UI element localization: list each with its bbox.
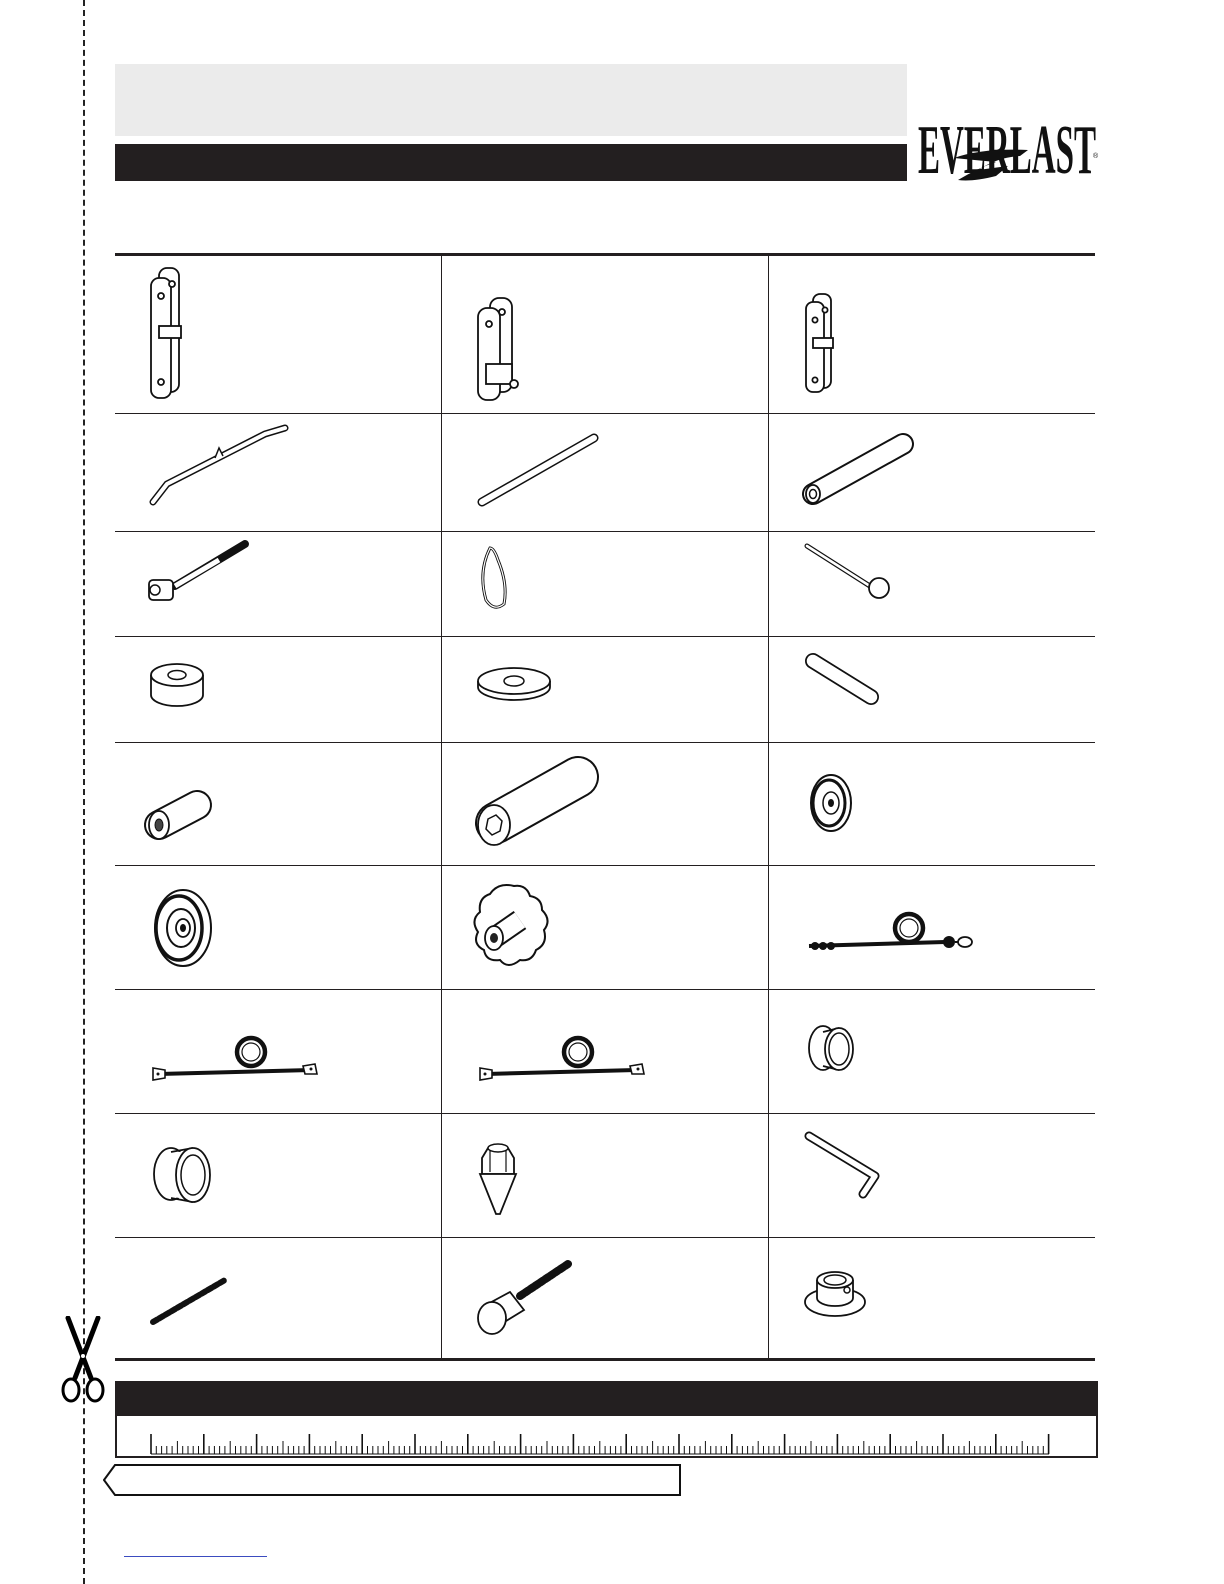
star-knob-icon (442, 866, 769, 990)
hardware-cell (441, 743, 768, 865)
spacer-icon (115, 637, 441, 743)
hardware-cell (768, 1238, 1095, 1361)
svg-text:EVERLAST: EVERLAST (918, 110, 1096, 184)
ruler-ticks (117, 1416, 1100, 1458)
bracket-small-icon (769, 256, 1096, 414)
subtitle-bar (115, 144, 907, 181)
bolt-icon (115, 532, 441, 637)
hardware-cell (441, 866, 768, 989)
hardware-cell (115, 1238, 441, 1361)
dowel-icon (769, 637, 1096, 743)
hardware-cell (768, 414, 1095, 531)
hardware-cell (768, 532, 1095, 636)
hardware-cell (441, 256, 768, 413)
cable-ball-icon (769, 866, 1096, 990)
scissors-icon (58, 1316, 108, 1406)
svg-text:®: ® (1093, 153, 1099, 160)
hardware-row (115, 1114, 1095, 1238)
threaded-rod-icon (115, 1238, 441, 1361)
hardware-cell (768, 743, 1095, 865)
pulley-small-icon (769, 743, 1096, 866)
hardware-cell (768, 1114, 1095, 1237)
hardware-cell (115, 637, 441, 742)
tube-icon (769, 414, 1096, 532)
bent-rod-icon (115, 414, 441, 532)
hardware-row (115, 1238, 1095, 1361)
cable-icon (115, 990, 441, 1114)
everlast-logo (912, 62, 1102, 184)
hardware-cell (115, 414, 441, 531)
rod-icon (442, 414, 769, 532)
ruler (115, 1416, 1098, 1458)
carabiner-icon (442, 532, 769, 637)
pulley-large-icon (115, 866, 441, 990)
cable-icon (442, 990, 769, 1114)
hardware-cell (441, 1238, 768, 1361)
bushing-icon (115, 743, 441, 866)
footer-note (124, 1470, 664, 1490)
hardware-table (115, 253, 1095, 1361)
hardware-cell (115, 990, 441, 1113)
hardware-cell (115, 256, 441, 413)
hardware-cell (115, 743, 441, 865)
title-box (115, 64, 907, 136)
hardware-cell (115, 1114, 441, 1237)
hardware-cell (768, 990, 1095, 1113)
hardware-row (115, 743, 1095, 866)
bolt-end-cap-icon (442, 1238, 769, 1361)
hardware-row (115, 256, 1095, 414)
hardware-cell (441, 532, 768, 636)
pin-knob-icon (769, 532, 1096, 637)
hardware-row (115, 414, 1095, 532)
hardware-cell (768, 866, 1095, 989)
hardware-row (115, 532, 1095, 637)
hardware-cell (115, 866, 441, 989)
flange-bushing-icon (769, 990, 1096, 1114)
collar-icon (769, 1238, 1096, 1361)
washer-icon (442, 637, 769, 743)
ruler-header (115, 1381, 1098, 1416)
hardware-cell (441, 637, 768, 742)
hardware-cell (441, 1114, 768, 1237)
hardware-row (115, 637, 1095, 743)
allen-wrench-icon (769, 1114, 1096, 1238)
hardware-row (115, 866, 1095, 990)
bracket-clevis-icon (442, 256, 769, 414)
hardware-cell (441, 990, 768, 1113)
flange-bushing-icon (115, 1114, 441, 1238)
hardware-cell (768, 256, 1095, 413)
footer-link-underline[interactable] (124, 1556, 267, 1557)
hardware-row (115, 990, 1095, 1114)
spike-cap-icon (442, 1114, 769, 1238)
hex-sleeve-icon (442, 743, 769, 866)
hardware-cell (768, 637, 1095, 742)
hardware-cell (115, 532, 441, 636)
bracket-double-icon (115, 256, 441, 414)
hardware-cell (441, 414, 768, 531)
